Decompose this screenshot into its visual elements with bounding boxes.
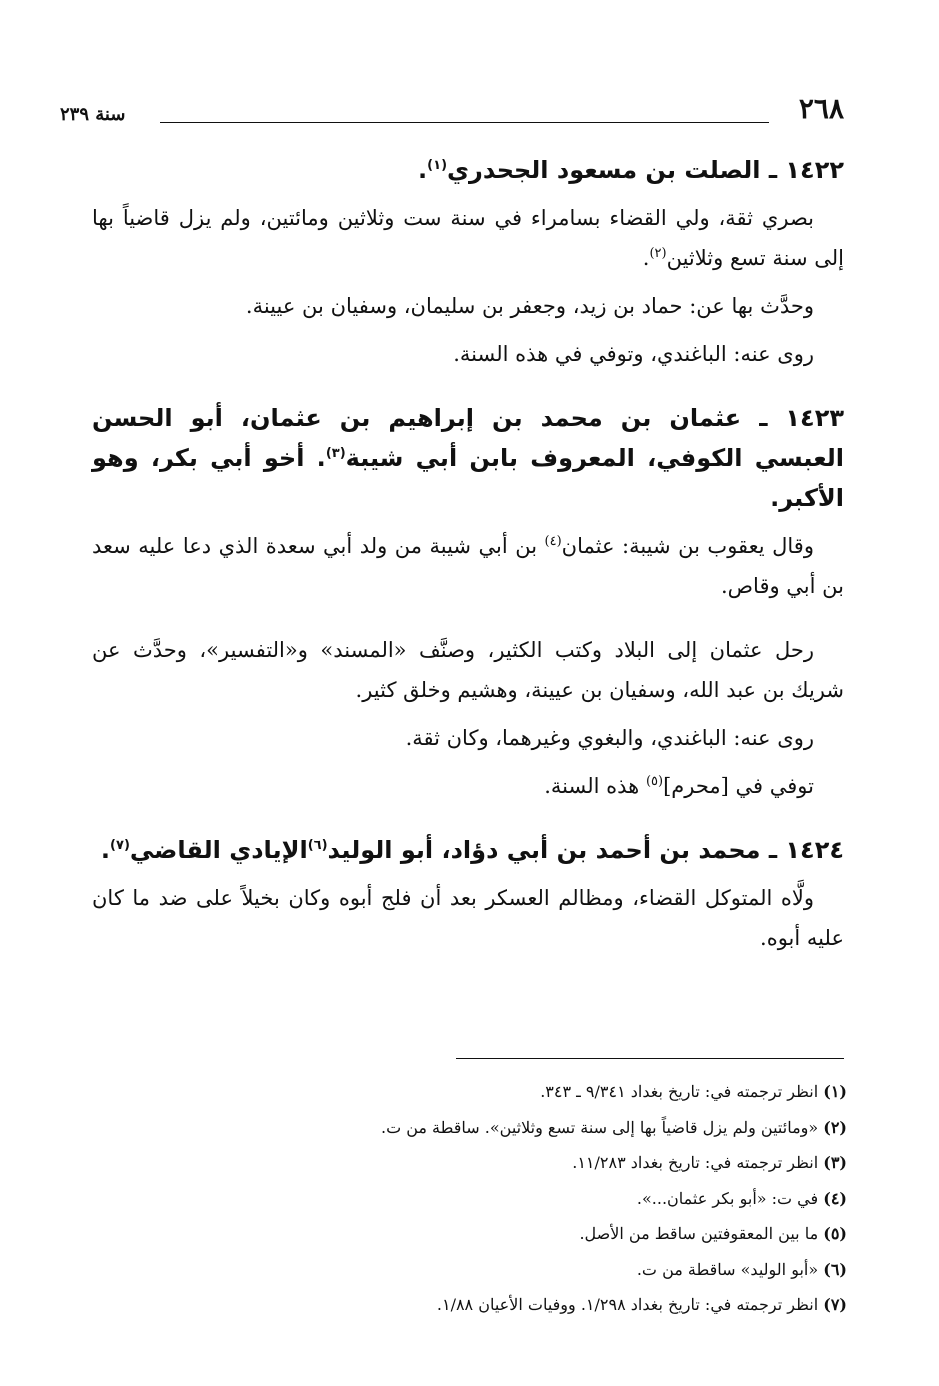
footnote-text: «ومائتين ولم يزل قاضياً بها إلى سنة تسع وثلاثين». ساقطة من ت. [380,1117,819,1137]
footnote-item [92,1074,847,1110]
paragraph-end: . [642,246,650,270]
page-header [60,92,844,132]
footnote-number: (٢) [823,1117,847,1137]
footnote-item [92,1216,847,1252]
footnote-ref[interactable]: (٥) [645,774,664,789]
footnotes-list [92,1074,847,1323]
paragraph [92,526,844,606]
paragraph: روى عنه: الباغندي، وتوفي في هذه السنة. [453,342,814,366]
footnote-number: (٤) [823,1188,847,1208]
footnote-text: ما بين المعقوفتين ساقط من الأصل. [579,1224,819,1243]
footnote-number: (٦) [823,1259,847,1279]
footnote-text: «أبو الوليد» ساقطة من ت. [636,1259,819,1279]
footnote-ref[interactable]: (٧) [110,838,130,853]
entry-title-end: . أخو أبي بكر، وهو الأكبر. [92,444,844,512]
running-head: سنة ٢٣٩ [60,104,126,125]
paragraph-text: هذه السنة. [544,774,646,798]
footnote-ref[interactable]: (٢) [649,246,667,261]
entry-title-text: ١٤٢٤ ـ محمد بن أحمد بن أبي دؤاد، أبو الوليد [327,836,844,864]
paragraph-text: بن أبي شيبة من ولد أبي سعدة الذي دعا عليه سعد بن أبي وقاص. [92,534,844,598]
entry-title [92,830,844,870]
footnote-ref[interactable]: (٦) [307,838,328,853]
paragraph [92,766,844,806]
entry-1423 [92,398,844,806]
entry-1424 [92,830,844,958]
paragraph-text: توفي في [محرم] [663,774,814,798]
entry-title [92,398,844,518]
entry-title-text: ١٤٢٢ ـ الصلت بن مسعود الجحدري [447,156,844,184]
footnote-number: (٧) [823,1295,847,1314]
footnote-item [92,1287,847,1323]
footnote-text: انظر ترجمته في: تاريخ بغداد ٩/٣٤١ ـ ٣٤٣. [540,1082,819,1101]
entry-1422 [92,150,844,374]
footnote-number: (١) [823,1082,847,1101]
footnote-ref[interactable]: (١) [427,158,448,173]
footnote-text: انظر ترجمته في: تاريخ بغداد ١١/٢٨٣. [572,1153,819,1172]
footnote-item [92,1252,847,1288]
paragraph-text: وقال يعقوب بن شيبة: عثمان [561,534,814,558]
footnote-ref[interactable]: (٤) [544,534,562,549]
paragraph-text: بصري ثقة، ولي القضاء بسامراء في سنة ست وثلاثين ومائتين، ولم يزل قاضياً بها إلى سنة تسع وثلاثين [92,206,844,270]
entry-title-text: الإيادي القاضي [129,836,308,864]
entry-title-end: . [418,156,428,184]
footnote-text: انظر ترجمته في: تاريخ بغداد ١/٢٩٨. ووفيات الأعيان ١/٨٨. [436,1295,819,1314]
footnote-rule [456,1058,844,1059]
header-rule [160,122,769,123]
footnote-item [92,1145,847,1181]
footnote-ref[interactable]: (٣) [325,446,346,461]
page-body [92,150,844,958]
entry-title-end: . [100,836,111,864]
footnote-item [92,1181,847,1217]
paragraph: وحدَّث بها عن: حماد بن زيد، وجعفر بن سليمان، وسفيان بن عيينة. [245,294,814,318]
footnote-number: (٣) [823,1153,847,1172]
page-number: ٢٦٨ [798,92,844,125]
paragraph: رحل عثمان إلى البلاد وكتب الكثير، وصنَّف «المسند» و«التفسير»، وحدَّث عن شريك بن عبد الله، وسفيان بن عيينة، وهشيم وخلق كثير. [92,638,844,702]
footnote-number: (٥) [823,1224,847,1243]
footnote-item [92,1110,847,1146]
paragraph: روى عنه: الباغندي، والبغوي وغيرهما، وكان ثقة. [405,726,814,750]
entry-title-text: ١٤٢٣ ـ عثمان بن محمد بن إبراهيم بن عثمان، أبو الحسن العبسي الكوفي، المعروف بابن أبي شيبة [92,404,845,472]
paragraph [92,198,844,278]
footnote-text: في ت: «أبو بكر عثمان...». [636,1188,819,1208]
entry-title [92,150,844,190]
paragraph: ولَّاه المتوكل القضاء، ومظالم العسكر بعد أن فلج أبوه وكان بخيلاً على ضد ما كان عليه أبوه. [92,886,844,950]
